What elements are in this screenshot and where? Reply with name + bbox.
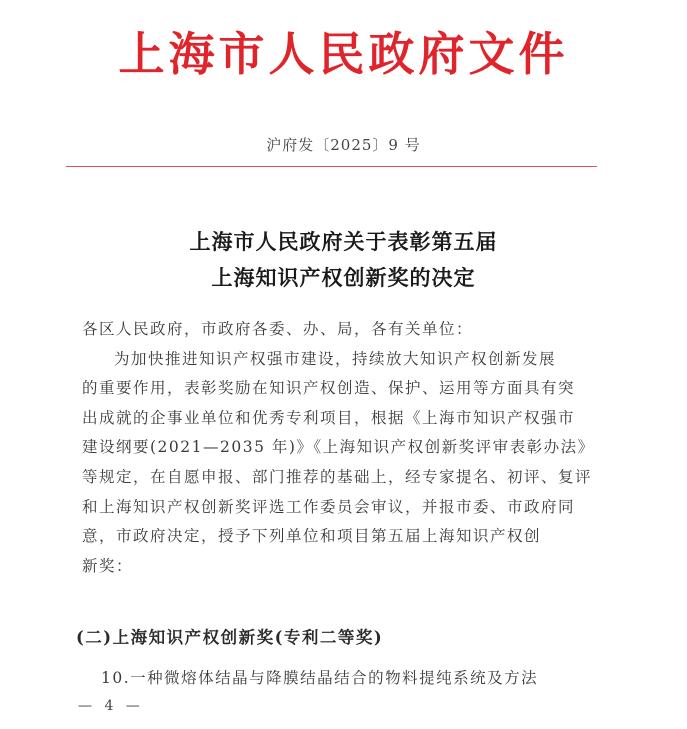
title-line-1: 上海市人民政府关于表彰第五届 [189,229,498,254]
body-line: 建设纲要(2021—2035 年)》《上海知识产权创新奖评审表彰办法》 [82,438,595,457]
body-line: 为加快推进知识产权强市建设，持续放大知识产权创新发展 [114,349,557,368]
masthead-title: 上海市人民政府文件 [118,27,569,81]
body-line: 出成就的企事业单位和优秀专利项目，根据《上海市知识产权强市 [82,408,576,427]
page-number: — 4 — [78,698,144,714]
body-line: 和上海知识产权创新奖评选工作委员会审议，并报市委、市政府同 [82,497,576,516]
body-line: 等规定，在自愿申报、部门推荐的基础上，经专家提名、初评、复评 [82,467,593,486]
document-title [0,224,687,296]
award-item: 10.一种微熔体结晶与降膜结晶结合的物料提纯系统及方法 [101,669,539,687]
body-line: 意，市政府决定，授予下列单位和项目第五届上海知识产权创 [82,527,542,546]
section-heading: (二)上海知识产权创新奖(专利二等奖) [76,628,384,647]
title-line-2: 上海知识产权创新奖的决定 [211,265,476,290]
body-line: 的重要作用，表彰奖励在知识产权创造、保护、运用等方面具有突 [82,379,576,398]
red-divider-line [66,166,597,167]
salutation: 各区人民政府，市政府各委、办、局，各有关单位： [82,320,474,338]
document-body [82,315,610,581]
body-line: 新奖： [82,556,134,575]
document-number: 沪府发〔2025〕9 号 [266,136,421,154]
